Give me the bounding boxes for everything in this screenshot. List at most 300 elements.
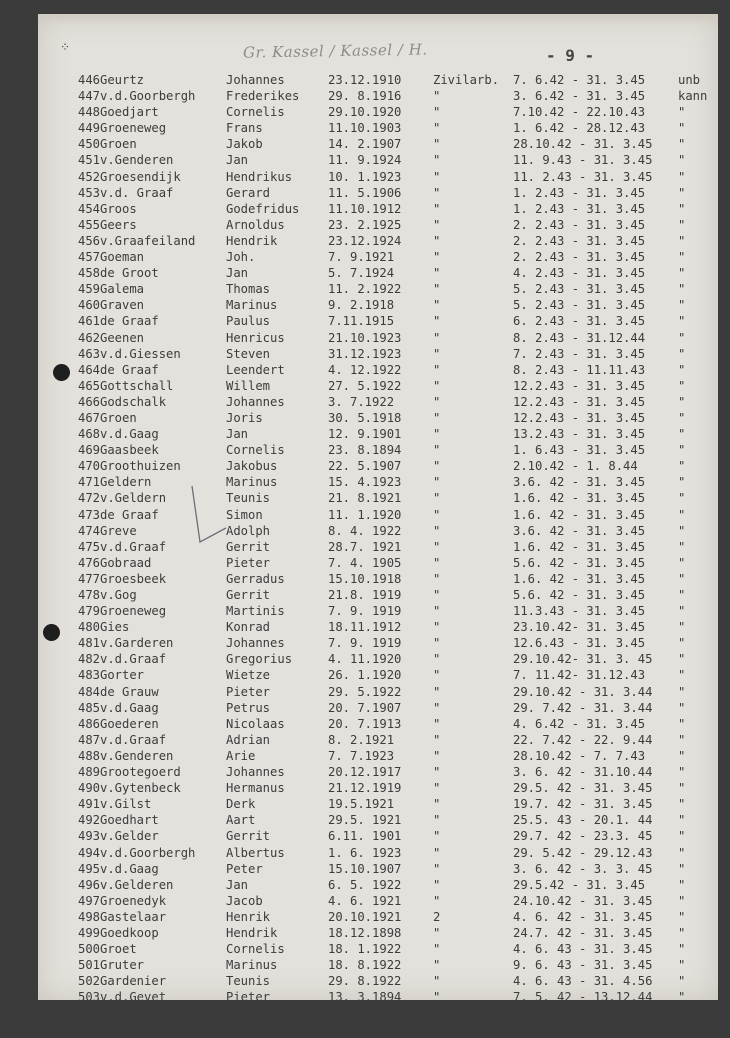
occupation: " — [433, 394, 441, 409]
work-period: 3. 6.42 - 31. 3.45 — [513, 89, 646, 104]
remark: " — [678, 330, 686, 345]
row-number: 455 — [78, 217, 101, 232]
row-number: 456 — [78, 233, 101, 248]
table-row — [38, 828, 718, 844]
birth-date: 15.10.1918 — [328, 571, 402, 586]
table-row — [38, 136, 718, 152]
work-period: 26.6. 42 - 31. 3.45 — [513, 1022, 653, 1037]
first-name: Nicolaas — [226, 716, 285, 731]
row-number: 449 — [78, 121, 101, 136]
surname: Gruter — [100, 958, 145, 973]
occupation: " — [433, 636, 441, 651]
surname: Groesbeek — [100, 571, 167, 586]
table-row — [38, 893, 718, 909]
birth-date: 11.10.1912 — [328, 201, 402, 216]
first-name: Marinus — [226, 298, 278, 313]
remark: " — [678, 217, 686, 232]
occupation: " — [433, 185, 441, 200]
handwritten-note: Gr. Kassel / Kassel / H. — [242, 40, 428, 62]
surname: v.d.Graaf — [100, 652, 167, 667]
row-number: 470 — [78, 459, 101, 474]
remark: " — [678, 893, 686, 908]
surname: de Groot — [100, 266, 159, 281]
table-row — [38, 603, 718, 619]
remark: " — [678, 443, 686, 458]
row-number: 487 — [78, 732, 101, 747]
row-number: 498 — [78, 909, 101, 924]
birth-date: 21.12.1919 — [328, 781, 402, 796]
occupation: " — [433, 330, 441, 345]
row-number: 484 — [78, 684, 101, 699]
first-name: Teunis — [226, 974, 271, 989]
table-row — [38, 458, 718, 474]
table-row — [38, 861, 718, 877]
work-period: 7. 11.42- 31.12.43 — [513, 668, 646, 683]
first-name: Johannes — [226, 636, 285, 651]
first-name: Leendert — [226, 362, 285, 377]
surname: Goederen — [100, 716, 159, 731]
occupation: " — [433, 282, 441, 297]
work-period: 3. 6. 42 - 3. 3. 45 — [513, 861, 653, 876]
table-row — [38, 909, 718, 925]
first-name: Joh. — [226, 250, 256, 265]
work-period: 11. 2.43 - 31. 3.45 — [513, 169, 653, 184]
table-row — [38, 410, 718, 426]
table-row — [38, 104, 718, 120]
table-row — [38, 346, 718, 362]
row-number: 501 — [78, 958, 101, 973]
remark: " — [678, 748, 686, 763]
work-period: 8. 2.43 - 31.12.44 — [513, 330, 646, 345]
first-name: Gerradus — [226, 571, 285, 586]
surname: de Graaf — [100, 314, 159, 329]
work-period: 8. 2.43 - 11.11.43 — [513, 362, 646, 377]
work-period: 7. 6.42 - 31. 3.45 — [513, 73, 646, 87]
work-period: 3.6. 42 - 31. 3.45 — [513, 523, 646, 538]
occupation: " — [433, 925, 441, 940]
surname: v.d. Graaf — [100, 185, 174, 200]
surname: Goedhart — [100, 813, 159, 828]
table-row — [38, 474, 718, 490]
surname: Groothuizen — [100, 459, 181, 474]
table-row — [38, 667, 718, 683]
work-period: 2.10.42 - 1. 8.44 — [513, 459, 638, 474]
birth-date: 30. 5.1918 — [328, 410, 402, 425]
first-name: Godefridus — [226, 201, 300, 216]
birth-date: 29. 5.1922 — [328, 684, 402, 699]
surname: Geldern — [100, 475, 152, 490]
remark: " — [678, 797, 686, 812]
remark: " — [678, 539, 686, 554]
occupation: " — [433, 346, 441, 361]
table-row — [38, 635, 718, 651]
work-period: 29.10.42- 31. 3. 45 — [513, 652, 653, 667]
surname: Goeman — [100, 250, 145, 265]
first-name: Gerrit — [226, 539, 271, 554]
surname: Geers — [100, 217, 137, 232]
remark: " — [678, 636, 686, 651]
remark: " — [678, 507, 686, 522]
row-number: 502 — [78, 974, 101, 989]
birth-date: 21.10.1923 — [328, 330, 402, 345]
birth-date: 14. 2.1907 — [328, 137, 402, 152]
table-row — [38, 72, 718, 88]
remark: " — [678, 459, 686, 474]
row-number: 481 — [78, 636, 101, 651]
occupation: " — [433, 668, 441, 683]
work-period: 7.10.42 - 22.10.43 — [513, 105, 646, 120]
work-period: 29.10.42 - 31. 3.44 — [513, 684, 653, 699]
surname: v.Garderen — [100, 636, 174, 651]
row-number: 469 — [78, 443, 101, 458]
work-period: 12.2.43 - 31. 3.45 — [513, 394, 646, 409]
remark: " — [678, 282, 686, 297]
first-name: Albertus — [226, 845, 285, 860]
occupation: " — [433, 427, 441, 442]
first-name: Johannes — [226, 73, 285, 87]
remark: " — [678, 250, 686, 265]
work-period: 29. 7.42 - 31. 3.44 — [513, 700, 653, 715]
remark: " — [678, 137, 686, 152]
row-number: 452 — [78, 169, 101, 184]
table-row — [38, 490, 718, 506]
work-period: 1. 2.43 - 31. 3.45 — [513, 185, 646, 200]
birth-date: 11. 5.1906 — [328, 185, 402, 200]
birth-date: 29.5. 1921 — [328, 813, 402, 828]
table-row — [38, 845, 718, 861]
occupation: " — [433, 475, 441, 490]
row-number: 480 — [78, 620, 101, 635]
surname: v.d.Gaag — [100, 861, 159, 876]
row-number: 483 — [78, 668, 101, 683]
remark: " — [678, 169, 686, 184]
first-name: Jakobus — [226, 459, 278, 474]
birth-date: 22. 5.1907 — [328, 459, 402, 474]
table-row — [38, 973, 718, 989]
table-row — [38, 748, 718, 764]
work-period: 2. 2.43 - 31. 3.45 — [513, 233, 646, 248]
occupation: " — [433, 459, 441, 474]
work-period: 3.6. 42 - 31. 3.45 — [513, 475, 646, 490]
table-row — [38, 523, 718, 539]
birth-date: 9. 2.1918 — [328, 298, 395, 313]
work-period: 4. 6. 43 - 31. 3.45 — [513, 942, 653, 957]
occupation: " — [433, 523, 441, 538]
surname: Groeneweg — [100, 604, 167, 619]
first-name: Peter — [226, 861, 263, 876]
row-number: 474 — [78, 523, 101, 538]
row-number: 478 — [78, 588, 101, 602]
surname: v.Genderen — [100, 748, 174, 763]
occupation: " — [433, 121, 441, 136]
occupation: " — [433, 298, 441, 313]
row-number: 499 — [78, 925, 101, 940]
birth-date: 11. 1.1920 — [328, 507, 402, 522]
occupation: " — [433, 105, 441, 120]
first-name: Adrian — [226, 732, 271, 747]
table-row — [38, 780, 718, 796]
work-period: 28.10.42 - 7. 7.43 — [513, 748, 646, 763]
birth-date: 6.11. 1901 — [328, 829, 402, 844]
occupation: " — [433, 507, 441, 522]
surname: Greve — [100, 523, 137, 538]
table-row — [38, 330, 718, 346]
row-number: 494 — [78, 845, 101, 860]
table-row — [38, 313, 718, 329]
occupation: " — [433, 652, 441, 667]
row-number: 493 — [78, 829, 101, 844]
row-number: 475 — [78, 539, 101, 554]
work-period: 4. 2.43 - 31. 3.45 — [513, 266, 646, 281]
surname: v.Gilst — [100, 797, 152, 812]
surname: v.Genderen — [100, 153, 174, 168]
page-number: - 9 - — [546, 46, 595, 65]
birth-date: 12. 9.1901 — [328, 427, 402, 442]
row-number: 479 — [78, 604, 101, 619]
occupation: " — [433, 700, 441, 715]
first-name: Derk — [226, 797, 256, 812]
row-number: 492 — [78, 813, 101, 828]
first-name: Paulus — [226, 314, 271, 329]
work-period: 11.3.43 - 31. 3.45 — [513, 604, 646, 619]
row-number: 488 — [78, 748, 101, 763]
birth-date: 29.10.1920 — [328, 105, 402, 120]
work-period: 1. 6.43 - 31. 3.45 — [513, 443, 646, 458]
remark: " — [678, 829, 686, 844]
first-name: Simon — [226, 507, 263, 522]
birth-date: 23.12.1924 — [328, 233, 402, 248]
birth-date: 8. 4. 1922 — [328, 523, 402, 538]
occupation: " — [433, 990, 441, 1005]
remark: kann — [678, 89, 708, 104]
occupation: " — [433, 732, 441, 747]
first-name: Cornelis — [226, 443, 285, 458]
first-name: Marinus — [226, 475, 278, 490]
surname: Groos — [100, 201, 137, 216]
birth-date: 15. 4.1923 — [328, 475, 402, 490]
first-name: Konrad — [226, 620, 271, 635]
birth-date: 15.10.1907 — [328, 861, 402, 876]
occupation: " — [433, 378, 441, 393]
first-name: Pieter — [226, 555, 271, 570]
table-row — [38, 989, 718, 1005]
work-period: 5. 2.43 - 31. 3.45 — [513, 298, 646, 313]
occupation: 2 — [433, 909, 441, 924]
table-row — [38, 732, 718, 748]
work-period: 7. 2.43 - 31. 3.45 — [513, 346, 646, 361]
first-name: Henrik — [226, 909, 271, 924]
surname: de Graaf — [100, 507, 159, 522]
first-name: Jan — [226, 877, 249, 892]
remark: " — [678, 555, 686, 570]
table-row — [38, 442, 718, 458]
row-number: 489 — [78, 765, 101, 780]
table-row — [38, 619, 718, 635]
row-number: 450 — [78, 137, 101, 152]
work-period: 5. 2.43 - 31. 3.45 — [513, 282, 646, 297]
table-row — [38, 378, 718, 394]
surname: de Graaf — [100, 362, 159, 377]
remark: " — [678, 652, 686, 667]
work-period: 12.2.43 - 31. 3.45 — [513, 378, 646, 393]
birth-date: 6. 5. 1922 — [328, 877, 402, 892]
first-name: Teunis — [226, 491, 271, 506]
row-number: 459 — [78, 282, 101, 297]
remark: " — [678, 1006, 686, 1021]
work-period: 2. 2.43 - 31. 3.45 — [513, 217, 646, 232]
first-name: Gerrit — [226, 588, 271, 602]
occupation: " — [433, 620, 441, 635]
remark: " — [678, 765, 686, 780]
occupation: " — [433, 314, 441, 329]
birth-date: 18. 8.1922 — [328, 958, 402, 973]
work-period: 3. 6. 42 - 31.10.44 — [513, 765, 653, 780]
row-number: 496 — [78, 877, 101, 892]
birth-date: 23. 8.1894 — [328, 443, 402, 458]
birth-date: 7. 9. 1919 — [328, 636, 402, 651]
birth-date: 21.8. 1919 — [328, 588, 402, 602]
row-number: 464 — [78, 362, 101, 377]
row-number: 476 — [78, 555, 101, 570]
occupation: " — [433, 89, 441, 104]
table-row — [38, 88, 718, 104]
occupation: " — [433, 829, 441, 844]
birth-date: 7.11.1915 — [328, 314, 395, 329]
occupation: " — [433, 491, 441, 506]
table-row — [38, 796, 718, 812]
first-name: Steven — [226, 346, 271, 361]
birth-date: 7. 7.1923 — [328, 748, 395, 763]
occupation: " — [433, 893, 441, 908]
row-number: 472 — [78, 491, 101, 506]
occupation: " — [433, 684, 441, 699]
work-period: 2. 2.43 - 31. 3.45 — [513, 250, 646, 265]
remark: " — [678, 394, 686, 409]
row-number: 447 — [78, 89, 101, 104]
work-period: 4. 6. 43 - 31. 4.56 — [513, 974, 653, 989]
work-period: 12.2.43 - 31. 3.45 — [513, 410, 646, 425]
table-row — [38, 507, 718, 523]
first-name: Jan — [226, 266, 249, 281]
table-row — [38, 281, 718, 297]
occupation: " — [433, 1006, 441, 1021]
occupation: " — [433, 137, 441, 152]
occupation: " — [433, 169, 441, 184]
remark: " — [678, 877, 686, 892]
birth-date: 27. 5.1922 — [328, 378, 402, 393]
birth-date: 29. 8.1922 — [328, 974, 402, 989]
remark: " — [678, 588, 686, 602]
occupation: " — [433, 443, 441, 458]
remark: " — [678, 845, 686, 860]
table-row — [38, 201, 718, 217]
remark: " — [678, 475, 686, 490]
first-name: Frans — [226, 121, 263, 136]
birth-date: 5. 7.1924 — [328, 266, 395, 281]
table-row — [38, 217, 718, 233]
work-period: 1.6. 42 - 31. 3.45 — [513, 571, 646, 586]
surname: v.d.Goorbergh — [100, 89, 196, 104]
remark: " — [678, 201, 686, 216]
remark: " — [678, 861, 686, 876]
remark: " — [678, 1022, 686, 1037]
table-row — [38, 716, 718, 732]
first-name: Johannes — [226, 765, 285, 780]
remark: " — [678, 668, 686, 683]
remark: " — [678, 266, 686, 281]
first-name: Pieter — [226, 990, 271, 1005]
paper-edge — [38, 14, 718, 24]
remark: " — [678, 781, 686, 796]
work-period: 11. 9.43 - 31. 3.45 — [513, 153, 653, 168]
first-name: Joris — [226, 410, 263, 425]
first-name: Wietze — [226, 668, 271, 683]
row-number: 504 — [78, 1006, 101, 1021]
table-row — [38, 812, 718, 828]
table-row — [38, 233, 718, 249]
work-period: 5.6. 42 - 31. 3.45 — [513, 555, 646, 570]
remark: " — [678, 410, 686, 425]
row-number: 485 — [78, 700, 101, 715]
row-number: 468 — [78, 427, 101, 442]
table-row — [38, 1022, 718, 1038]
first-name: Arie — [226, 748, 256, 763]
surname: Godschalk — [100, 394, 167, 409]
birth-date: 29. 8.1916 — [328, 89, 402, 104]
first-name: Petrus — [226, 700, 271, 715]
birth-date: 11. 8.1924 — [328, 1006, 402, 1021]
surname: v.d.Gevet — [100, 990, 167, 1005]
remark: " — [678, 604, 686, 619]
first-name: Henricus — [226, 330, 285, 345]
row-number: 451 — [78, 153, 101, 168]
occupation: " — [433, 877, 441, 892]
remark: " — [678, 974, 686, 989]
birth-date: 13. 3.1894 — [328, 990, 402, 1005]
birth-date: 1. 6. 1923 — [328, 845, 402, 860]
birth-date: 18.12.1898 — [328, 925, 402, 940]
birth-date: 31.12.1923 — [328, 346, 402, 361]
birth-date: 7. 9.1921 — [328, 250, 395, 265]
remark: " — [678, 298, 686, 313]
remark: " — [678, 346, 686, 361]
surname: Gorter — [100, 668, 145, 683]
table-row — [38, 764, 718, 780]
birth-date: 4. 11.1920 — [328, 652, 402, 667]
surname: Gastelaar — [100, 909, 167, 924]
punch-marks: ⁘ — [60, 40, 71, 54]
birth-date: 11.10.1903 — [328, 121, 402, 136]
remark: " — [678, 378, 686, 393]
surname: v.Gelder — [100, 829, 159, 844]
table-row — [38, 555, 718, 571]
first-name: Johannes — [226, 394, 285, 409]
occupation: " — [433, 201, 441, 216]
occupation: " — [433, 588, 441, 602]
remark: " — [678, 813, 686, 828]
remark: " — [678, 700, 686, 715]
remark: " — [678, 185, 686, 200]
work-period: 29. 5.42 - 29.12.43 — [513, 845, 653, 860]
birth-date: 20. 7.1913 — [328, 716, 402, 731]
table-row — [38, 426, 718, 442]
remark: " — [678, 523, 686, 538]
occupation: " — [433, 539, 441, 554]
work-period: 24.7. 42 - 31. 3.45 — [513, 925, 653, 940]
occupation: " — [433, 266, 441, 281]
table-row — [38, 120, 718, 136]
table-row — [38, 957, 718, 973]
